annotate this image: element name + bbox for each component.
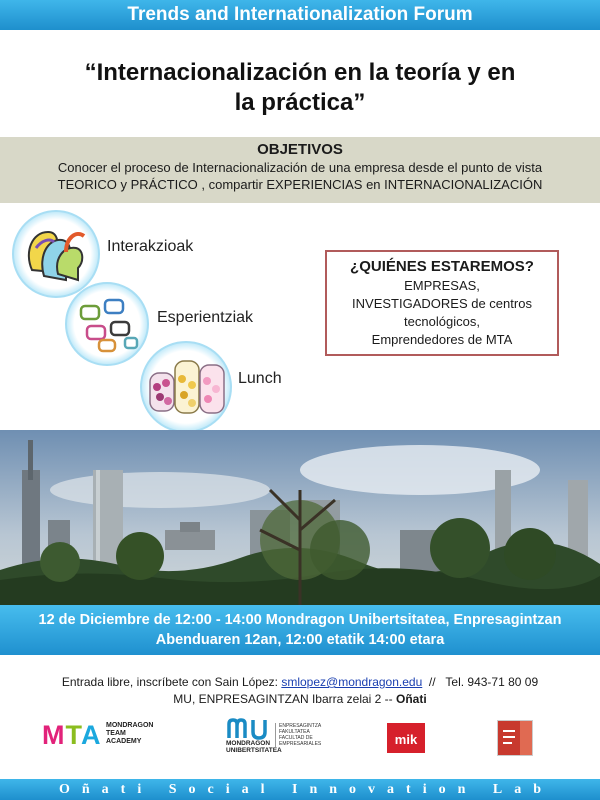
attendees-line: INVESTIGADORES de centros [352,296,532,311]
mu-mark-icon [226,718,272,740]
forum-banner [0,0,600,30]
objectives-line-2: TEORICO y PRÁCTICO , compartir EXPERIENCIAS en INTERNACIONALIZACIÓN [57,177,543,192]
mta-logo-text [106,722,153,746]
mu-name-2: UNIBERTSITATEA [226,747,282,754]
email-link[interactable]: smlopez@mondragon.edu [281,675,423,689]
attendees-box [325,250,559,356]
city: Oñati [396,692,427,706]
address: MU, ENPRESAGINTZAN Ibarra zelai 2 -- [173,692,397,706]
objectives-text [0,159,600,193]
contact-line-1 [0,674,600,691]
mta-sub-1: MONDRAGON [106,722,154,729]
objectives-line-1: Conocer el proceso de Internacionalización de una empresa desde el punto de vista [57,160,543,175]
attendees-heading: ¿QUIÉNES ESTAREMOS? [350,258,534,275]
speech-bubbles-icon [65,282,149,366]
event-line-1: 12 de Diciembre de 12:00 - 14:00 Mondragon Unibertsitatea, Enpresagintzan [38,612,562,628]
event-line-2: Abenduaren 12an, 12:00 etatik 14:00 etara [155,632,445,648]
mta-letter-t: T [65,720,81,750]
title-line-1: “Internacionalización en la teoría y en [84,59,516,86]
contact-prefix: Entrada libre, inscríbete con Sain López: [61,675,282,689]
phone-number: Tel. 943-71 80 09 [445,675,539,689]
footer-lab-name: Oñati Social Innovation Lab [59,782,553,797]
mondragon-unibertsitatea-logo [226,718,326,756]
attendees-line: tecnológicos, [404,314,480,329]
faculty-emblem-logo [497,720,533,756]
objectives-panel [0,137,600,203]
mta-sub-3: ACADEMY [106,738,142,745]
page-title [40,58,560,118]
attendees-line: Emprendedores de MTA [371,332,513,347]
mu-fac-3: FACULTAD DE [279,735,313,741]
mik-logo: mik [387,723,425,753]
activity-label-interakzioak: Interakzioak [107,238,194,255]
objectives-heading: OBJETIVOS [257,141,343,158]
mu-name [226,740,282,754]
activity-label-lunch: Lunch [238,370,282,387]
mu-faculty [275,723,321,747]
mu-fac-1: ENPRESAGINTZA [279,723,322,729]
contact-separator: // [422,675,446,689]
attendees-line: EMPRESAS, [404,278,480,293]
mu-name-1: MONDRAGON [226,740,271,747]
contact-line-2 [0,691,600,708]
title-line-2: la práctica” [234,89,366,116]
city-skyline-photo [0,430,600,605]
forum-title: Trends and Internationalization Forum [127,4,473,25]
mta-letter-m: M [42,720,66,750]
mta-letter-a: A [81,720,102,750]
activity-label-esperientziak: Esperientziak [157,309,254,326]
candy-jars-icon [140,341,232,433]
mu-fac-2: FAKULTATEA [279,729,310,735]
mu-fac-4: EMPRESARIALES [279,741,322,747]
mta-sub-2: TEAM [106,730,126,737]
contact-info [0,674,600,708]
mta-logo [42,720,102,751]
event-date-banner [0,605,600,655]
footer-banner [0,779,600,800]
